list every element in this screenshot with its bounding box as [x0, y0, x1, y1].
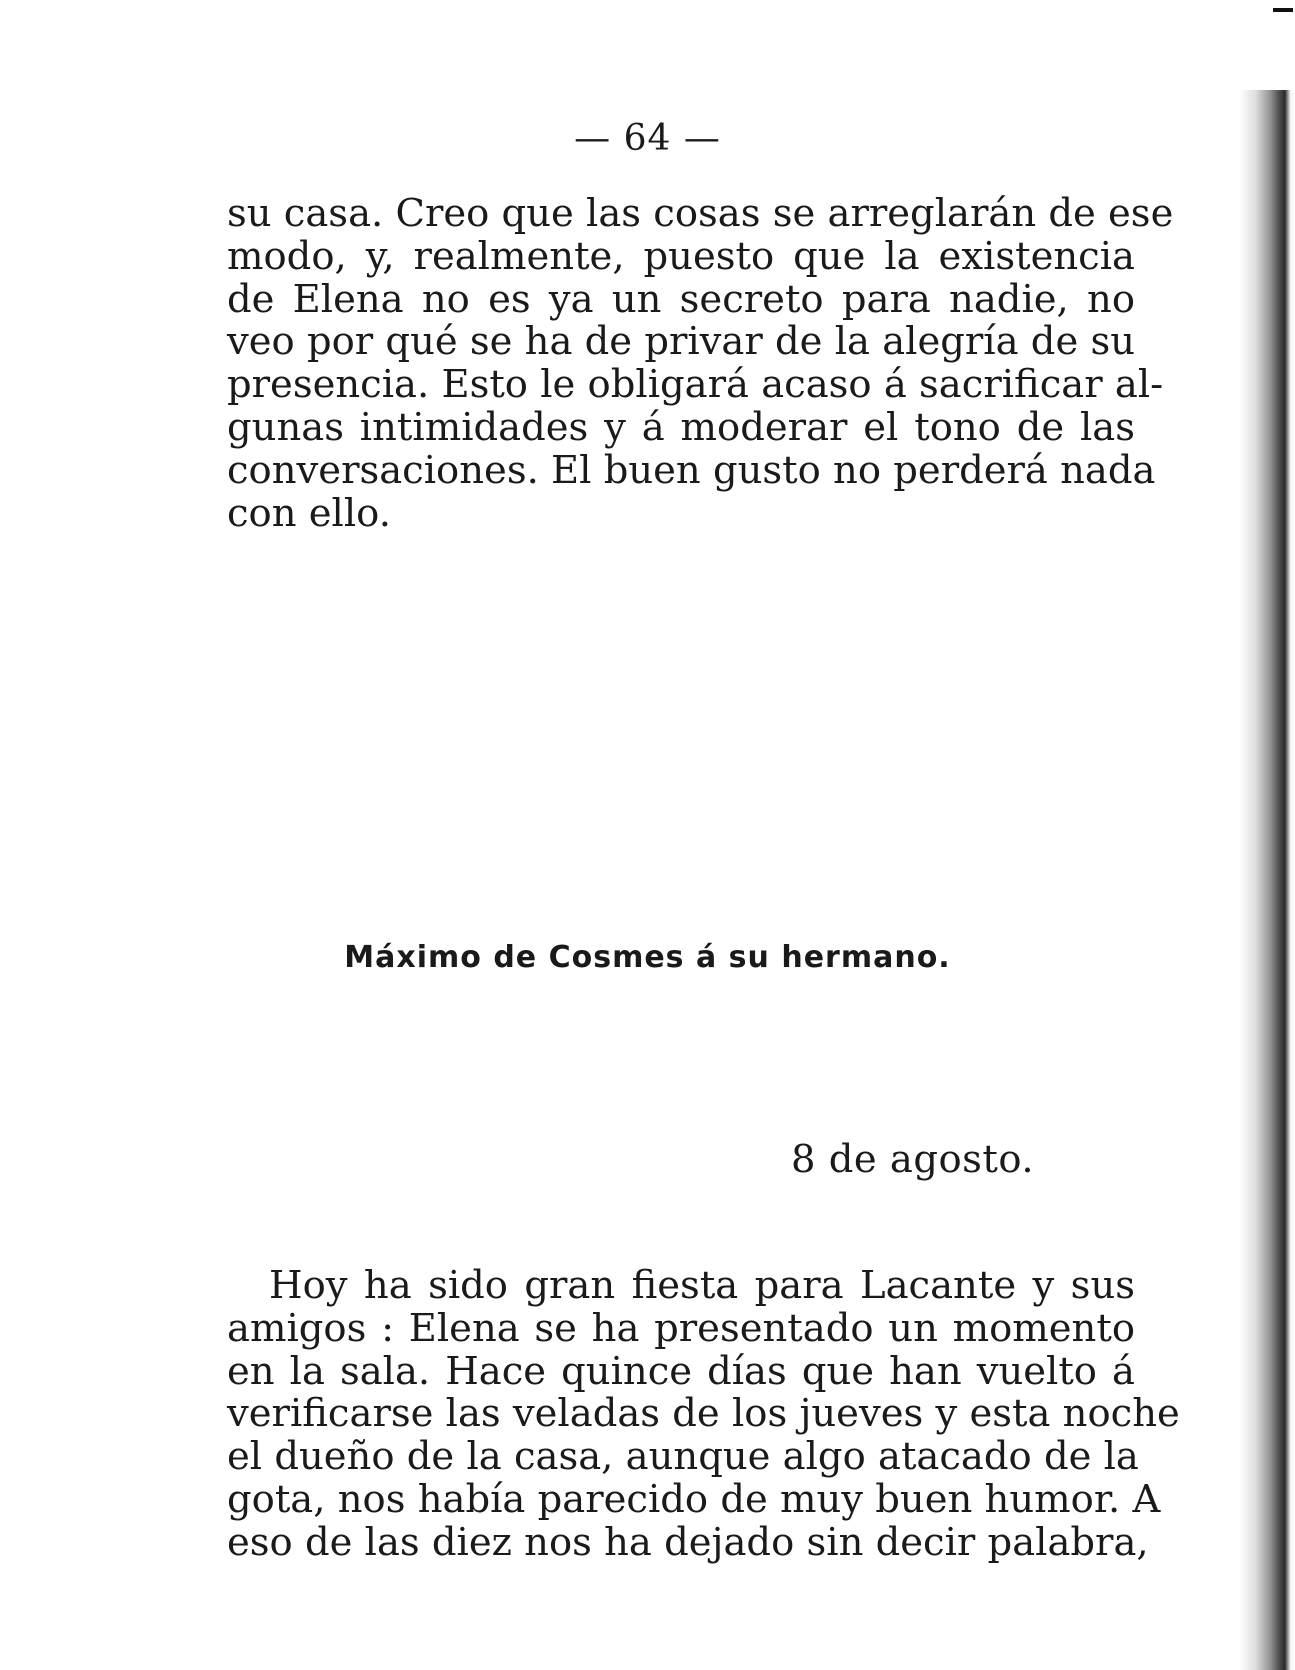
text-line: su casa. Creo que las cosas se arreglarán de ese [227, 191, 1174, 236]
text-line: conversaciones. El buen gusto no perderá nada [227, 447, 1156, 493]
text-line: gota, nos había parecido de muy buen humor. A [227, 1476, 1161, 1522]
letter-heading: Máximo de Cosmes á su hermano. [344, 940, 951, 975]
text-line: veo por qué se ha de privar de la alegría de su [227, 319, 1136, 365]
text-line: en la sala. Hace quince días que han vuelto á [227, 1348, 1135, 1394]
text-line: modo, y, realmente, puesto que la existencia [227, 233, 1135, 279]
page-number: — 64 — [574, 118, 721, 159]
text-line: amigos : Elena se ha presentado un momento [227, 1305, 1135, 1351]
paragraph-continued [227, 191, 1174, 536]
text-line: de Elena no es ya un secreto para nadie, no [227, 276, 1135, 322]
letter-paragraph [227, 1263, 1180, 1565]
text-line: el dueño de la casa, aunque algo atacado de la [227, 1434, 1139, 1480]
text-line: eso de las diez nos ha dejado sin decir palabra, [227, 1519, 1149, 1565]
text-line: con ello. [227, 490, 391, 536]
binding-gutter [1239, 90, 1295, 1670]
text-line: Hoy ha sido gran fiesta para Lacante y sus [269, 1263, 1135, 1308]
text-line: gunas intimidades y á moderar el tono de las [227, 404, 1135, 450]
letter-date: 8 de agosto. [791, 1137, 1035, 1182]
corner-mark [1273, 8, 1293, 12]
text-line: presencia. Esto le obligará acaso á sacrificar al- [227, 362, 1164, 408]
text-line: verificarse las veladas de los jueves y esta noche [227, 1391, 1180, 1437]
